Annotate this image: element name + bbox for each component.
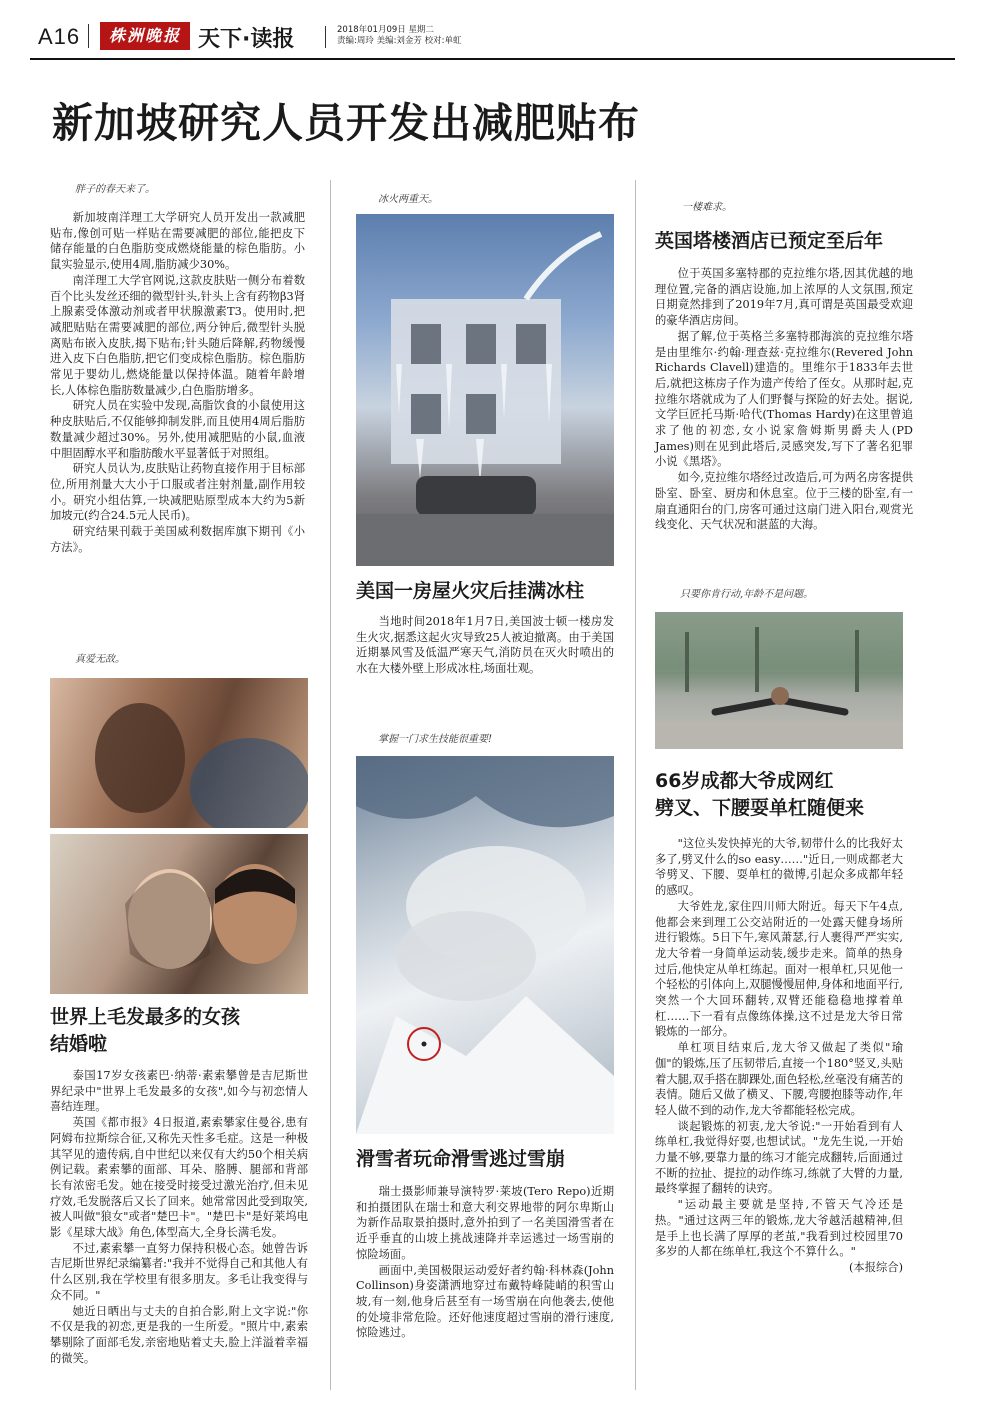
source-credit: (本报综合) [848,1260,903,1274]
ice-caption: 冰火两重天。 [378,194,438,205]
tower-caption: 一楼难求。 [682,202,732,213]
grandpa-title-line: 66岁成都大爷成网红 [655,770,834,792]
hair-title-line: 世界上毛发最多的女孩 [50,1006,241,1028]
couple-photo [50,834,308,994]
hair-title [50,1004,308,1058]
hair-article-body [50,1068,308,1366]
hair-title-line: 结婚啦 [50,1033,108,1055]
tower-article-body [655,266,913,533]
paragraph: 研究人员在实验中发现,高脂饮食的小鼠使用这种皮肤贴后,不仅能够抑制发胖,而且使用4周后脂肪数量减少超过30%。另外,使用减肥贴的小鼠,血液中胆固醇水平和脂肪酸水平显著低于对照组。 [50,399,305,460]
header-divider [325,26,326,48]
avalanche-illustration [356,756,614,1134]
paragraph: "运动最主要就是坚持,不管天气冷还是热。"通过这两三年的锻炼,龙大爷越活越精神,但是手上也长满了厚厚的老茧,"我看到过校园里70多岁的人都在练单杠,我这个不算什么。" [655,1198,903,1259]
paragraph: 谈起锻炼的初衷,龙大爷说:"一开始看到有人练单杠,我觉得好耍,也想试试。"龙先生说,一开始力量不够,要靠力量的练习才能完成翻转,后面通过不断的拉扯、提拉的动作练习,练就了大臂的力量,最终掌握了翻转的诀窍。 [655,1119,903,1196]
grandpa-title-line: 劈叉、下腰耍单杠随便来 [655,797,865,819]
hair-caption: 真爱无敌。 [75,654,125,665]
paragraph: 当地时间2018年1月7日,美国波士顿一楼房发生火灾,据悉这起火灾导致25人被迫撤离。由于美国近期暴风雪及低温严寒天气,消防员在灭火时喷出的水在大楼外壁上形成冰柱,场面壮观。 [356,615,614,676]
paragraph: 瑞士摄影师兼导演特罗·莱坡(Tero Repo)近期和拍摄团队在瑞士和意大利交界地带的阿尔卑斯山为新作品取景拍摄时,意外拍到了一名美国滑雪者在近乎垂直的山坡上挑战速降并幸运逃过一场雪崩的惊险场面。 [356,1185,614,1261]
paragraph: "这位头发快掉光的大爷,韧带什么的比我好太多了,劈叉什么的so easy……"近日,一则成都老大爷劈叉、下腰、耍单杠的微博,引起众多成都年轻的感叹。 [655,837,903,898]
ice-house-photo [356,214,614,566]
grandpa-article-body [655,836,903,1276]
paragraph: 据了解,位于英格兰多塞特郡海滨的克拉维尔塔是由里维尔·约翰·理查兹·克拉维尔(Revered John Richards Clavell)建造的。里维尔于1833年去世后,就把这栋房子作为遗产传给了侄女。从那时起,克拉维尔塔就成为了人们野餐与探险的好去处。据说,文学巨匠托马斯·哈代(Thomas Hardy)在这里曾追求了他的初恋,女小说家詹姆斯男爵夫人(PD James)则在见到此塔后,灵感突发,写下了著名犯罪小说《黑塔》。 [655,329,913,469]
ski-title: 滑雪者玩命滑雪逃过雪崩 [356,1148,566,1170]
tower-title: 英国塔楼酒店已预定至后年 [655,230,884,252]
paragraph: 单杠项目结束后,龙大爷又做起了类似"瑜伽"的锻炼,压了压韧带后,直接一个180°竖叉,头贴着大腿,双手搭在脚踝处,面色轻松,丝毫没有痛苦的表情。随后又做了横叉、下腰,弯腰抱膝等动作,年轻人做不到的动作,龙大爷都能轻松完成。 [655,1041,904,1117]
paragraph: 新加坡南洋理工大学研究人员开发出一款减肥贴布,像创可贴一样贴在需要减肥的部位,能把皮下储存能量的白色脂肪变成燃烧能量的棕色脂肪。小鼠实验显示,使用4周,脂肪减少30%。 [50,211,305,272]
grandpa-caption: 只要你肯行动,年龄不是问题。 [680,589,814,600]
split-exercise-illustration [655,612,903,749]
section-title: 天下·读报 [198,27,295,52]
split-exercise-photo [655,612,903,749]
paragraph: 画面中,美国极限运动爱好者约翰·科林森(John Collinson)身姿潇洒地穿过布戴特峰陡峭的积雪山坡,有一刻,他身后甚至有一场雪崩在向他袭去,使他的处境非常危险。还好他速度超过雪崩的滑行速度,惊险逃过。 [356,1263,614,1340]
paragraph: 研究结果刊载于美国威利数据库旗下期刊《小方法》。 [50,525,305,554]
masthead-logo: 株洲晚报 [100,22,190,50]
paragraph: 大爷姓龙,家住四川师大附近。每天下午4点,他都会来到理工公交站附近的一处露天健身场所进行锻炼。5日下午,寒风萧瑟,行人裹得严严实实,龙大爷着一身简单运动装,缓步走来。简单的热身过后,他快定从单杠练起。面对一根单杠,只见他一个轻松的引体向上,双腿慢慢屈伸,身体和地面平行,突然一个大回环翻转,双臂还能稳稳地撑着单杠……下一看有点像练体操,这不过是龙大爷日常锻炼的一部分。 [655,899,904,1039]
header-rule [30,58,955,60]
date-line [337,25,462,47]
page-number: A16 [38,24,81,49]
ice-house-illustration [356,214,614,566]
editor-credits: 责编:周玲 美编:刘金芳 校对:单虹 [337,36,462,46]
issue-date: 2018年01月09日 星期二 [337,25,434,35]
ski-article-body [356,1184,614,1341]
paragraph: 如今,克拉维尔塔经过改造后,可为两名房客提供卧室、卧室、厨房和休息室。位于三楼的卧室,有一扇直通阳台的门,房客可通过这扇门进入阳台,观赏光线变化、天气状况和湛蓝的大海。 [655,471,913,532]
hair-trim-illustration [50,678,308,828]
paragraph: 英国《都市报》4日报道,素索攀家住曼谷,患有阿姆布拉斯综合征,又称先天性多毛症。这是一种极其罕见的遗传病,自中世纪以来仅有大约50个相关病例记载。素索攀的面部、耳朵、胳膊、腿部和背部长有浓密毛发。她在接受时接受过激光治疗,但未见疗效,毛发脱落后又长了回来。她常常因此受到取笑,被人叫做"狼女"或者"楚巴卡"。"楚巴卡"是好莱坞电影《星球大战》角色,体型高大,全身长满毛发。 [50,1116,308,1240]
main-headline: 新加坡研究人员开发出减肥贴布 [52,99,640,147]
paragraph: 南洋理工大学官网说,这款皮肤贴一侧分布着数百个比头发丝还细的微型针头,针头上含有药物β3肾上腺素受体激动剂或者甲状腺激素T3。使用时,把减肥贴贴在需要减肥的部位,两分钟后,微型针头脱离贴布嵌入皮肤,揭下贴布;针头随后降解,药物缓慢进入皮下白色脂肪,把它们变成棕色脂肪。棕色脂肪常见于婴幼儿,燃烧能量以保持体温。随着年龄增长,人体棕色脂肪数量减少,白色脂肪增多。 [50,273,305,397]
paragraph: 不过,素索攀一直努力保持积极心态。她曾告诉吉尼斯世界纪录编纂者:"我并不觉得自己和其他人有什么区别,我在学校里有很多朋友。多毛让我变得与众不同。" [50,1241,308,1302]
ice-article-body [356,614,614,677]
patch-caption: 胖子的春天来了。 [75,184,155,195]
avalanche-photo [356,756,614,1134]
hair-trim-photo [50,678,308,828]
grandpa-title [655,768,913,822]
ice-title: 美国一房屋火灾后挂满冰柱 [356,580,585,602]
paragraph: 位于英国多塞特郡的克拉维尔塔,因其优越的地理位置,完备的酒店设施,加上浓厚的人文氛围,预定日期竟然排到了2019年7月,真可谓是英国最受欢迎的豪华酒店房间。 [655,267,913,328]
column-divider [635,180,636,1390]
paragraph: 研究人员认为,皮肤贴让药物直接作用于目标部位,所用剂量大大小于口服或者注射剂量,副作用较小。研究小组估算,一块减肥贴原型成本大约为5新加坡元(约合24.5元人民币)。 [50,462,305,523]
header-divider [88,24,89,48]
paragraph: 泰国17岁女孩素巴·纳蒂·素索攀曾是吉尼斯世界纪录中"世界上毛发最多的女孩",如今与初恋情人喜结连理。 [50,1069,308,1114]
patch-article-body [50,210,305,555]
couple-illustration [50,834,308,994]
column-divider [330,180,331,1390]
ski-caption: 掌握一门求生技能很重要! [378,734,493,745]
paragraph: 她近日晒出与丈夫的自拍合影,附上文字说:"你不仅是我的初恋,更是我的一生所爱。"照片中,素索攀剔除了面部毛发,亲密地贴着丈夫,脸上洋溢着幸福的微笑。 [50,1304,308,1365]
